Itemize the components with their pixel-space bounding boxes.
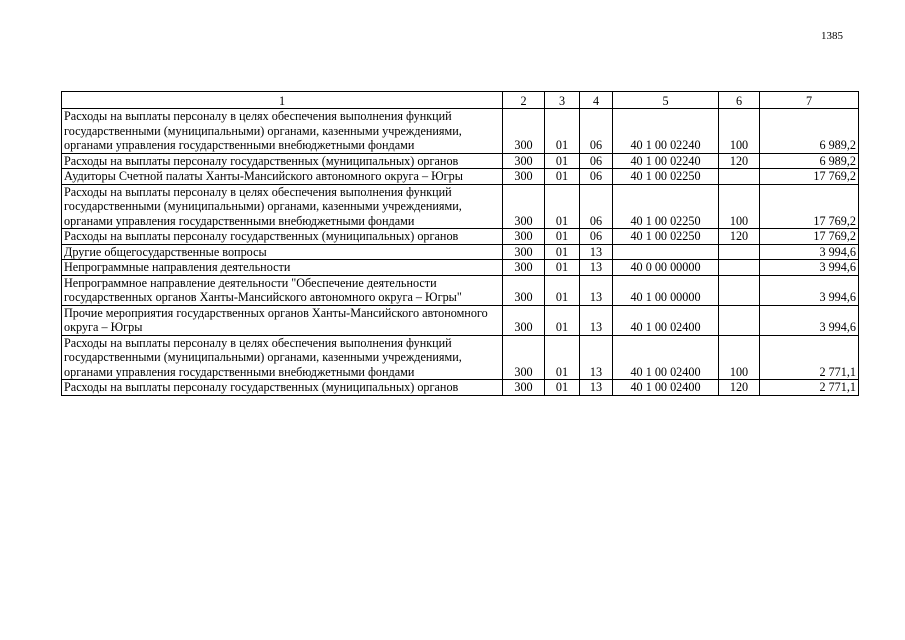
cell-csr: 40 1 00 02400 bbox=[613, 305, 719, 335]
cell-csr: 40 0 00 00000 bbox=[613, 260, 719, 276]
cell-ved: 300 bbox=[503, 229, 545, 245]
page-number: 1385 bbox=[821, 30, 843, 42]
table-row bbox=[62, 153, 859, 169]
cell-name: Расходы на выплаты персоналу государственных (муниципальных) органов bbox=[62, 380, 503, 396]
table-row bbox=[62, 184, 859, 229]
cell-rz: 01 bbox=[545, 380, 580, 396]
cell-csr: 40 1 00 02250 bbox=[613, 169, 719, 185]
cell-name: Прочие мероприятия государственных органов Ханты-Мансийского автономного округа – Югры bbox=[62, 305, 503, 335]
budget-table bbox=[61, 91, 859, 396]
cell-pr: 06 bbox=[580, 109, 613, 154]
cell-vr: 100 bbox=[719, 109, 760, 154]
header-col-3: 3 bbox=[545, 92, 580, 109]
table-row bbox=[62, 380, 859, 396]
header-col-2: 2 bbox=[503, 92, 545, 109]
cell-ved: 300 bbox=[503, 335, 545, 380]
table-row bbox=[62, 260, 859, 276]
cell-csr: 40 1 00 02250 bbox=[613, 184, 719, 229]
cell-vr bbox=[719, 244, 760, 260]
cell-rz: 01 bbox=[545, 229, 580, 245]
cell-sum: 3 994,6 bbox=[760, 260, 859, 276]
cell-ved: 300 bbox=[503, 244, 545, 260]
cell-vr: 120 bbox=[719, 153, 760, 169]
table-row bbox=[62, 305, 859, 335]
cell-sum: 17 769,2 bbox=[760, 229, 859, 245]
cell-vr bbox=[719, 305, 760, 335]
cell-rz: 01 bbox=[545, 275, 580, 305]
cell-csr: 40 1 00 00000 bbox=[613, 275, 719, 305]
cell-rz: 01 bbox=[545, 260, 580, 276]
cell-sum: 17 769,2 bbox=[760, 169, 859, 185]
cell-sum: 3 994,6 bbox=[760, 244, 859, 260]
cell-name: Расходы на выплаты персоналу в целях обеспечения выполнения функций государственными (муниципальными) органами, казенными учреждениями, органами управления государственными внебюджетными фондами bbox=[62, 184, 503, 229]
cell-name: Другие общегосударственные вопросы bbox=[62, 244, 503, 260]
cell-name: Непрограммные направления деятельности bbox=[62, 260, 503, 276]
cell-pr: 13 bbox=[580, 335, 613, 380]
cell-ved: 300 bbox=[503, 260, 545, 276]
cell-ved: 300 bbox=[503, 380, 545, 396]
cell-csr: 40 1 00 02250 bbox=[613, 229, 719, 245]
cell-vr bbox=[719, 260, 760, 276]
cell-name: Расходы на выплаты персоналу государственных (муниципальных) органов bbox=[62, 153, 503, 169]
table-row bbox=[62, 229, 859, 245]
cell-pr: 13 bbox=[580, 380, 613, 396]
cell-sum: 3 994,6 bbox=[760, 305, 859, 335]
cell-vr: 100 bbox=[719, 335, 760, 380]
cell-vr: 120 bbox=[719, 380, 760, 396]
cell-pr: 13 bbox=[580, 305, 613, 335]
cell-csr: 40 1 00 02240 bbox=[613, 109, 719, 154]
cell-sum: 6 989,2 bbox=[760, 153, 859, 169]
cell-csr bbox=[613, 244, 719, 260]
cell-sum: 3 994,6 bbox=[760, 275, 859, 305]
cell-pr: 13 bbox=[580, 244, 613, 260]
cell-vr: 120 bbox=[719, 229, 760, 245]
cell-ved: 300 bbox=[503, 109, 545, 154]
cell-rz: 01 bbox=[545, 244, 580, 260]
cell-sum: 2 771,1 bbox=[760, 380, 859, 396]
cell-rz: 01 bbox=[545, 184, 580, 229]
cell-vr: 100 bbox=[719, 184, 760, 229]
cell-name: Расходы на выплаты персоналу в целях обеспечения выполнения функций государственными (муниципальными) органами, казенными учреждениями, органами управления государственными внебюджетными фондами bbox=[62, 109, 503, 154]
cell-pr: 06 bbox=[580, 169, 613, 185]
cell-ved: 300 bbox=[503, 275, 545, 305]
cell-sum: 17 769,2 bbox=[760, 184, 859, 229]
header-col-5: 5 bbox=[613, 92, 719, 109]
table-row bbox=[62, 275, 859, 305]
cell-ved: 300 bbox=[503, 153, 545, 169]
cell-rz: 01 bbox=[545, 153, 580, 169]
table-row bbox=[62, 335, 859, 380]
cell-csr: 40 1 00 02400 bbox=[613, 335, 719, 380]
cell-pr: 06 bbox=[580, 229, 613, 245]
cell-ved: 300 bbox=[503, 184, 545, 229]
cell-ved: 300 bbox=[503, 305, 545, 335]
cell-sum: 6 989,2 bbox=[760, 109, 859, 154]
cell-pr: 06 bbox=[580, 184, 613, 229]
cell-csr: 40 1 00 02400 bbox=[613, 380, 719, 396]
table-row bbox=[62, 244, 859, 260]
table-body bbox=[62, 109, 859, 396]
header-col-6: 6 bbox=[719, 92, 760, 109]
cell-pr: 06 bbox=[580, 153, 613, 169]
cell-pr: 13 bbox=[580, 275, 613, 305]
header-col-7: 7 bbox=[760, 92, 859, 109]
cell-rz: 01 bbox=[545, 335, 580, 380]
header-col-4: 4 bbox=[580, 92, 613, 109]
cell-vr bbox=[719, 275, 760, 305]
cell-name: Аудиторы Счетной палаты Ханты-Мансийского автономного округа – Югры bbox=[62, 169, 503, 185]
cell-rz: 01 bbox=[545, 109, 580, 154]
table-row bbox=[62, 109, 859, 154]
cell-csr: 40 1 00 02240 bbox=[613, 153, 719, 169]
cell-name: Расходы на выплаты персоналу в целях обеспечения выполнения функций государственными (муниципальными) органами, казенными учреждениями, органами управления государственными внебюджетными фондами bbox=[62, 335, 503, 380]
cell-rz: 01 bbox=[545, 305, 580, 335]
header-row bbox=[62, 92, 859, 109]
cell-ved: 300 bbox=[503, 169, 545, 185]
header-col-1: 1 bbox=[62, 92, 503, 109]
cell-pr: 13 bbox=[580, 260, 613, 276]
cell-name: Расходы на выплаты персоналу государственных (муниципальных) органов bbox=[62, 229, 503, 245]
cell-rz: 01 bbox=[545, 169, 580, 185]
table-row bbox=[62, 169, 859, 185]
cell-name: Непрограммное направление деятельности "Обеспечение деятельности государственных органов Ханты-Мансийского автономного округа – Югры" bbox=[62, 275, 503, 305]
cell-vr bbox=[719, 169, 760, 185]
cell-sum: 2 771,1 bbox=[760, 335, 859, 380]
